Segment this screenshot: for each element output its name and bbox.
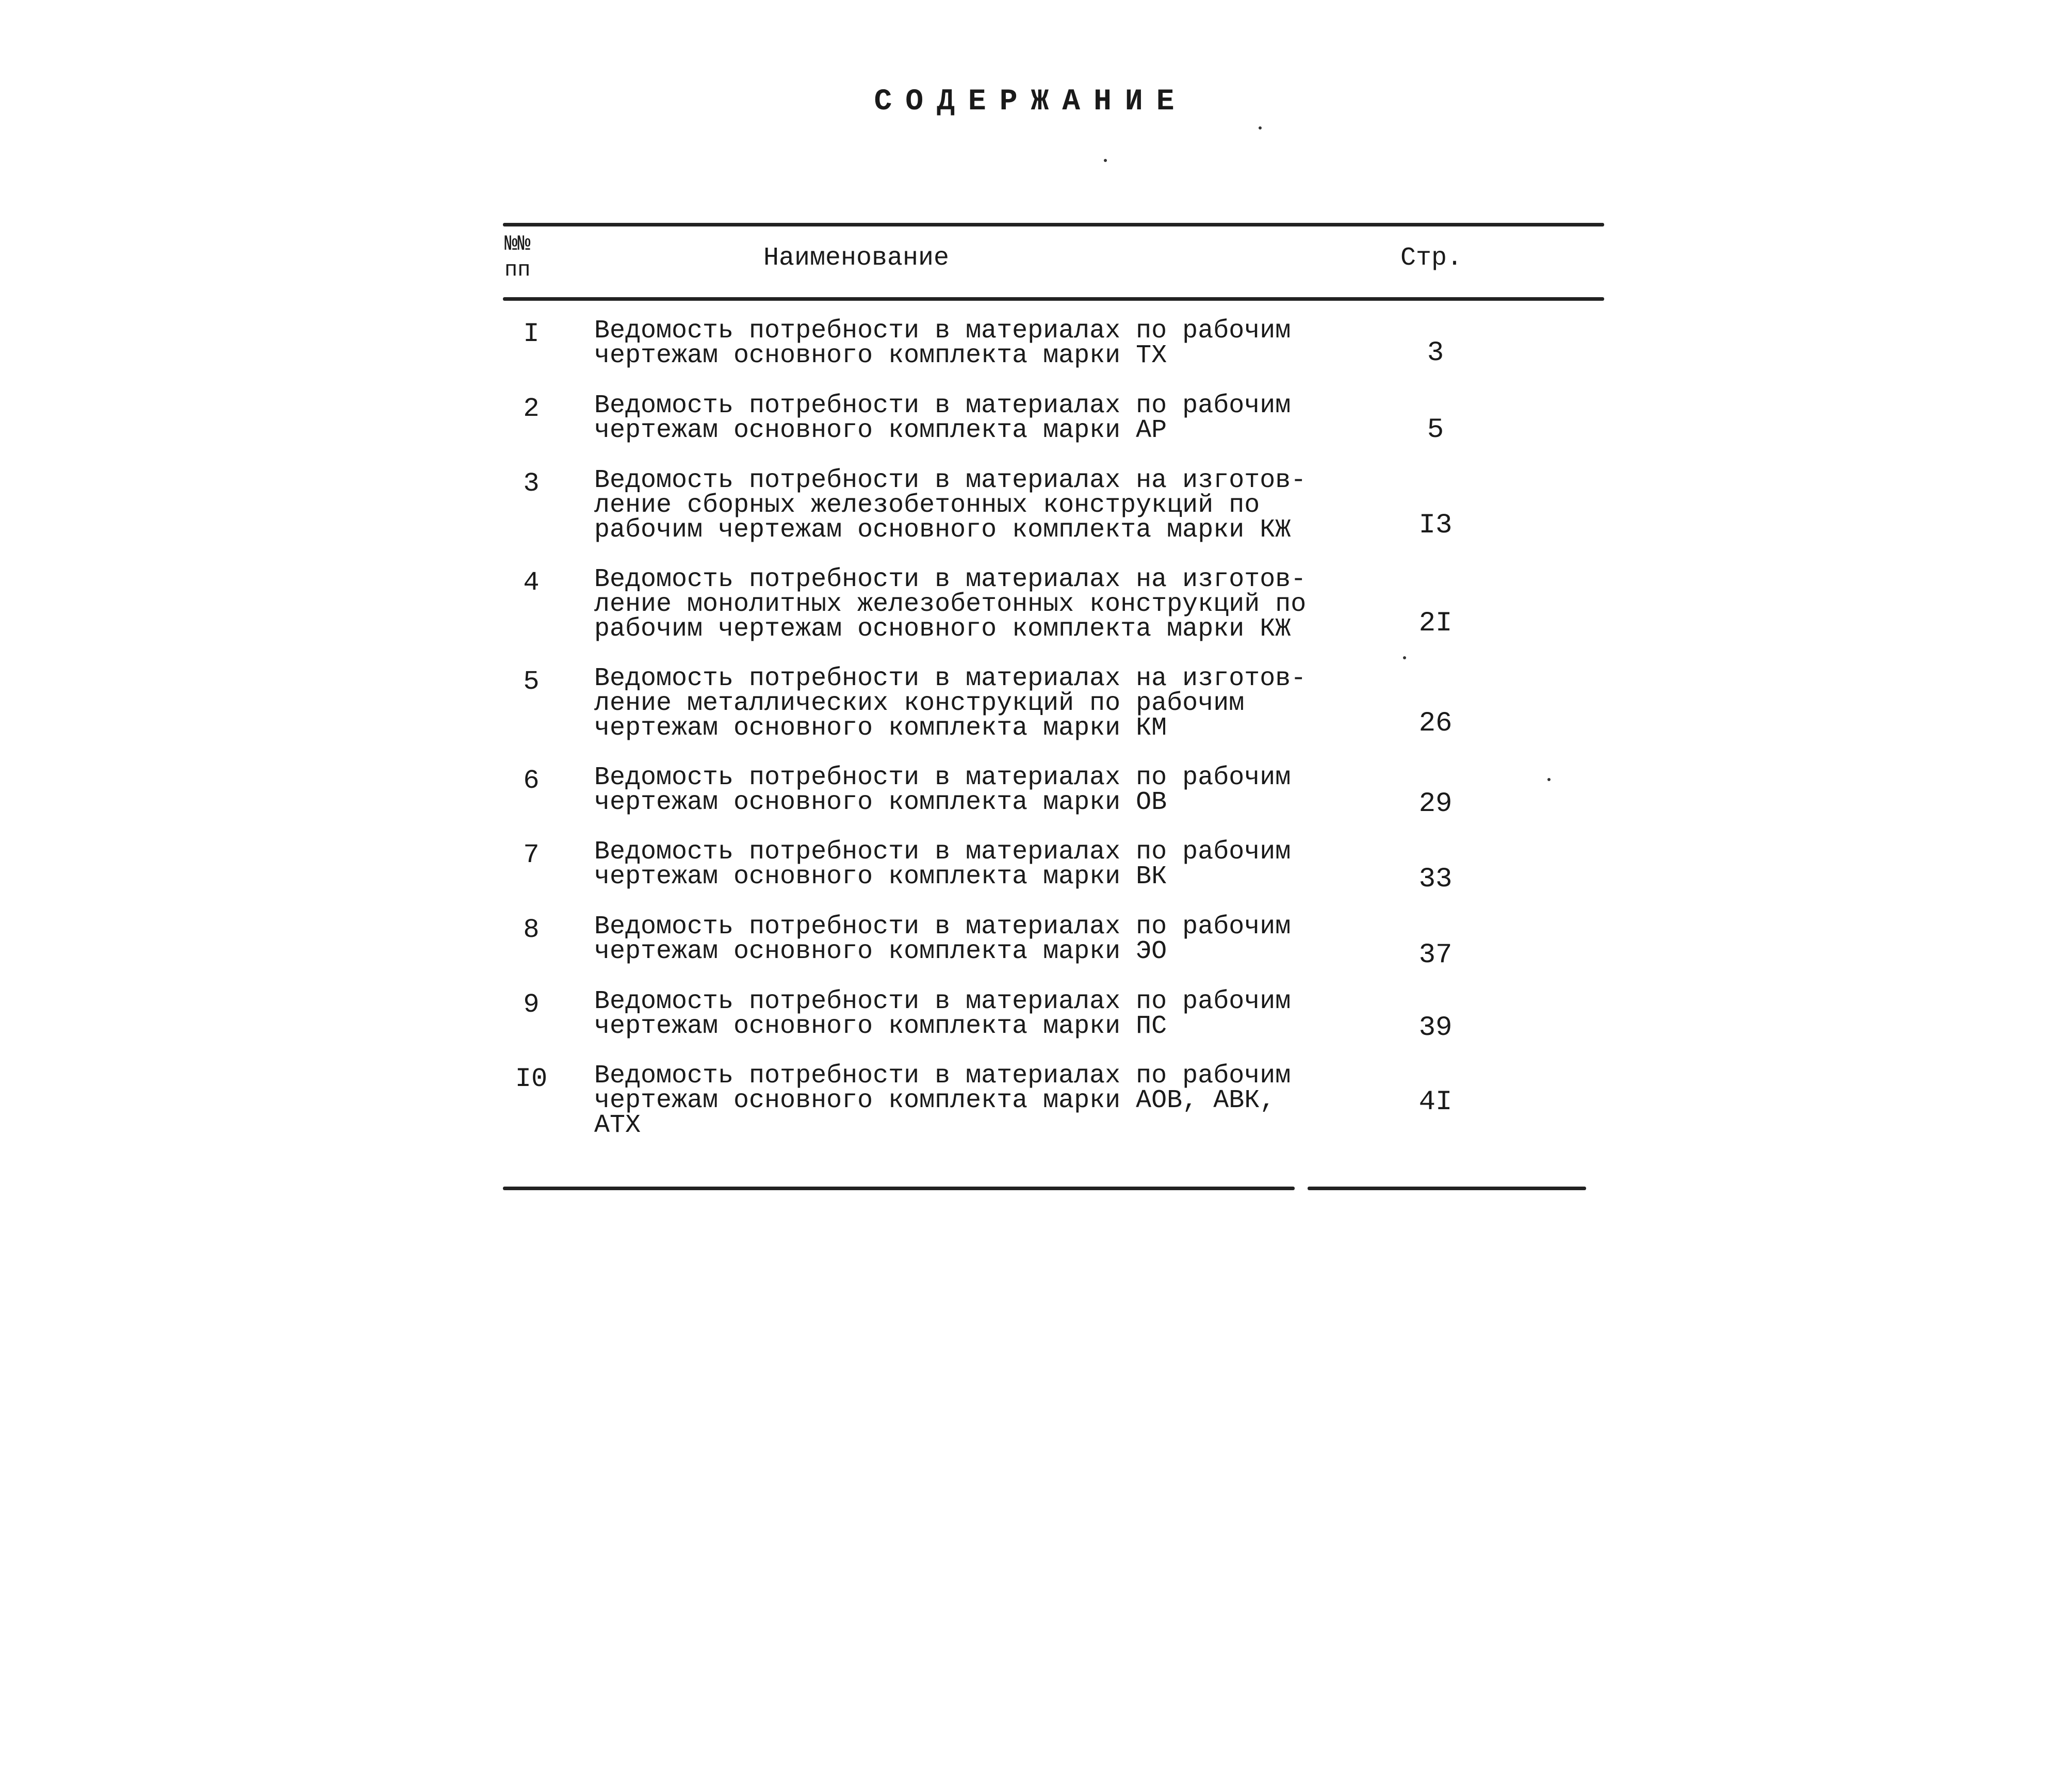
row-number: 2 xyxy=(523,394,540,424)
scan-speck xyxy=(1403,656,1406,659)
row-page: 4I xyxy=(1418,1086,1453,1118)
row-page: 37 xyxy=(1418,939,1453,971)
row-number: 7 xyxy=(523,840,540,870)
table-bottom-rule xyxy=(503,1187,1295,1190)
row-title: Ведомость потребности в материалах по рабочим чертежам основного комплекта марки АР xyxy=(594,391,1291,445)
table-top-rule xyxy=(503,223,1604,226)
row-page: 26 xyxy=(1418,708,1453,739)
scan-speck xyxy=(1259,126,1262,129)
header-number xyxy=(504,231,530,283)
row-title: Ведомость потребности в материалах по рабочим чертежам основного комплекта марки ТХ xyxy=(594,316,1291,370)
row-number: 6 xyxy=(523,766,540,796)
row-title: Ведомость потребности в материалах по рабочим чертежам основного комплекта марки ОВ xyxy=(594,763,1291,817)
page-title-text: СОДЕРЖАНИЕ xyxy=(874,85,1188,119)
row-number: 5 xyxy=(523,667,540,697)
row-page: I3 xyxy=(1418,510,1453,541)
row-number: I0 xyxy=(515,1064,548,1094)
header-page: Стр. xyxy=(1400,244,1463,273)
header-name: Наименование xyxy=(763,244,950,273)
scan-speck xyxy=(1104,159,1107,162)
row-number: 4 xyxy=(523,567,540,598)
header-number-text: №№ пп xyxy=(504,232,531,282)
row-title: Ведомость потребности в материалах на изготов- ление металлических конструкций по рабочим чертежам основного комплекта марки КМ xyxy=(594,664,1307,743)
row-page: 5 xyxy=(1427,414,1444,446)
row-page: 39 xyxy=(1418,1012,1453,1044)
page-title xyxy=(0,85,2072,119)
row-title: Ведомость потребности в материалах по рабочим чертежам основного комплекта марки ПС xyxy=(594,987,1291,1041)
row-number: 8 xyxy=(523,915,540,945)
row-title: Ведомость потребности в материалах на изготов- ление сборных железобетонных конструкций по рабочим чертежам основного комплекта марки КЖ xyxy=(594,466,1307,545)
row-title: Ведомость потребности в материалах по рабочим чертежам основного комплекта марки ЭО xyxy=(594,912,1291,966)
header-bottom-rule xyxy=(503,297,1604,301)
row-title: Ведомость потребности в материалах по рабочим чертежам основного комплекта марки ВК xyxy=(594,837,1291,891)
table-bottom-rule-right xyxy=(1308,1187,1586,1190)
row-number: 3 xyxy=(523,468,540,499)
row-number: 9 xyxy=(523,990,540,1020)
row-number: I xyxy=(523,319,540,349)
row-title: Ведомость потребности в материалах по рабочим чертежам основного комплекта марки АОВ, АВК, АТХ xyxy=(594,1061,1291,1140)
row-page: 2I xyxy=(1418,608,1453,639)
row-title: Ведомость потребности в материалах на изготов- ление монолитных железобетонных конструкций по рабочим чертежам основного комплекта марки КЖ xyxy=(594,565,1307,644)
row-page: 29 xyxy=(1418,788,1453,820)
scan-speck xyxy=(1547,778,1551,781)
row-page: 33 xyxy=(1418,864,1453,895)
row-page: 3 xyxy=(1427,337,1444,369)
